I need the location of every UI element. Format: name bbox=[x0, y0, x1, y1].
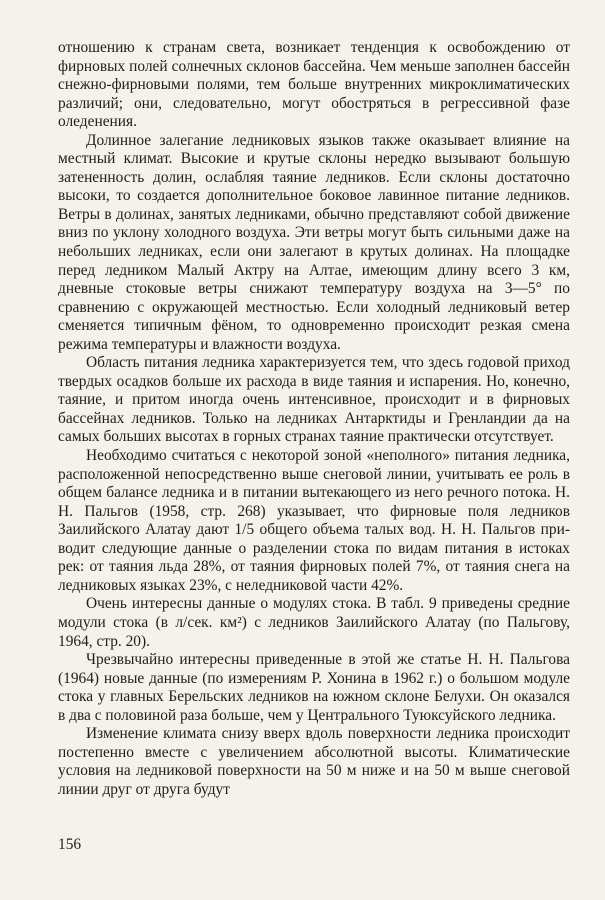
paragraph-4: Необходимо считаться с некоторой зоной «неполного» питания ледника, расположенной непосредственно выше снеговой линии, учитывать ее роль в общем балансе ледника и в питании вытекающего из него речного потока. Н. Н. Пальгов (1958, стр. 268) указывает, что фирновые поля ледников Заилийского Алатау дают 1/5 общего объема талых вод. Н. Н. Пальгов приводит следующие данные о разделении стока по видам питания в истоках рек: от таяния льда 28%, от таяния фирновых полей 7%, от таяния снега на ледниковых языках 23%, с неледниковой части 42%. bbox=[58, 447, 570, 594]
paragraph-1: отношению к странам света, возникает тенденция к освобождению от фирновых полей солнечных склонов бассейна. Чем меньше заполнен бассейн снежно-фирновыми полями, тем больше внутренних микроклиматических различий; они, следовательно, могут обостряться в регрессивной фазе оледенения. bbox=[58, 39, 570, 131]
paragraph-7: Изменение климата снизу вверх вдоль поверхности ледника происходит постепенно вместе с увеличением абсолютной высоты. Климатические условия на ледниковой поверхности на 50 м ниже и на 50 м выше снеговой линии друг от друга будут bbox=[58, 725, 570, 798]
body-text bbox=[58, 39, 570, 799]
page-number: 156 bbox=[58, 836, 82, 853]
paragraph-6: Чрезвычайно интересны приведенные в этой же статье Н. Н. Пальгова (1964) новые данные (по измерениям Р. Хонина в 1962 г.) о большом модуле стока у главных Берельских ледников на южном склоне Белухи. Он оказался в два с половиной раза больше, чем у Центрального Туюксуйского ледника. bbox=[58, 651, 570, 724]
paragraph-5: Очень интересны данные о модулях стока. В табл. 9 приведены средние модули стока (в л/сек. км²) с ледников Заилийского Алатау (по Пальгову, 1964, стр. 20). bbox=[58, 595, 570, 650]
paragraph-3: Область питания ледника характеризуется тем, что здесь годовой приход твердых осадков больше их расхода в виде таяния и испарения. Но, конечно, таяние, и притом иногда очень интенсивное, происходит и в фирновых бассейнах ледников. Только на ледниках Антарктиды и Гренландии да на самых больших высотах в горных странах таяние практически отсутствует. bbox=[58, 354, 570, 446]
paragraph-2: Долинное залегание ледниковых языков также оказывает влияние на местный климат. Высокие и крутые склоны нередко вызывают большую затененность долин, ослабляя таяние ледников. Если склоны достаточно высоки, то создается дополнительное боковое лавинное питание ледников. Ветры в долинах, занятых ледниками, обычно представляют собой движение вниз по уклону холодного воздуха. Эти ветры могут быть сильными даже на небольших ледниках, если они залегают в крутых долинах. На площадке перед ледником Малый Актру на Алтае, имеющим длину всего 3 км, дневные стоковые ветры снижают температуру воздуха на 3—5° по сравнению с окружающей местностью. Если холодный ледниковый ветер сменяется типичным фёном, то одновременно происходит резкая смена режима температуры и влажности воздуха. bbox=[58, 131, 570, 353]
